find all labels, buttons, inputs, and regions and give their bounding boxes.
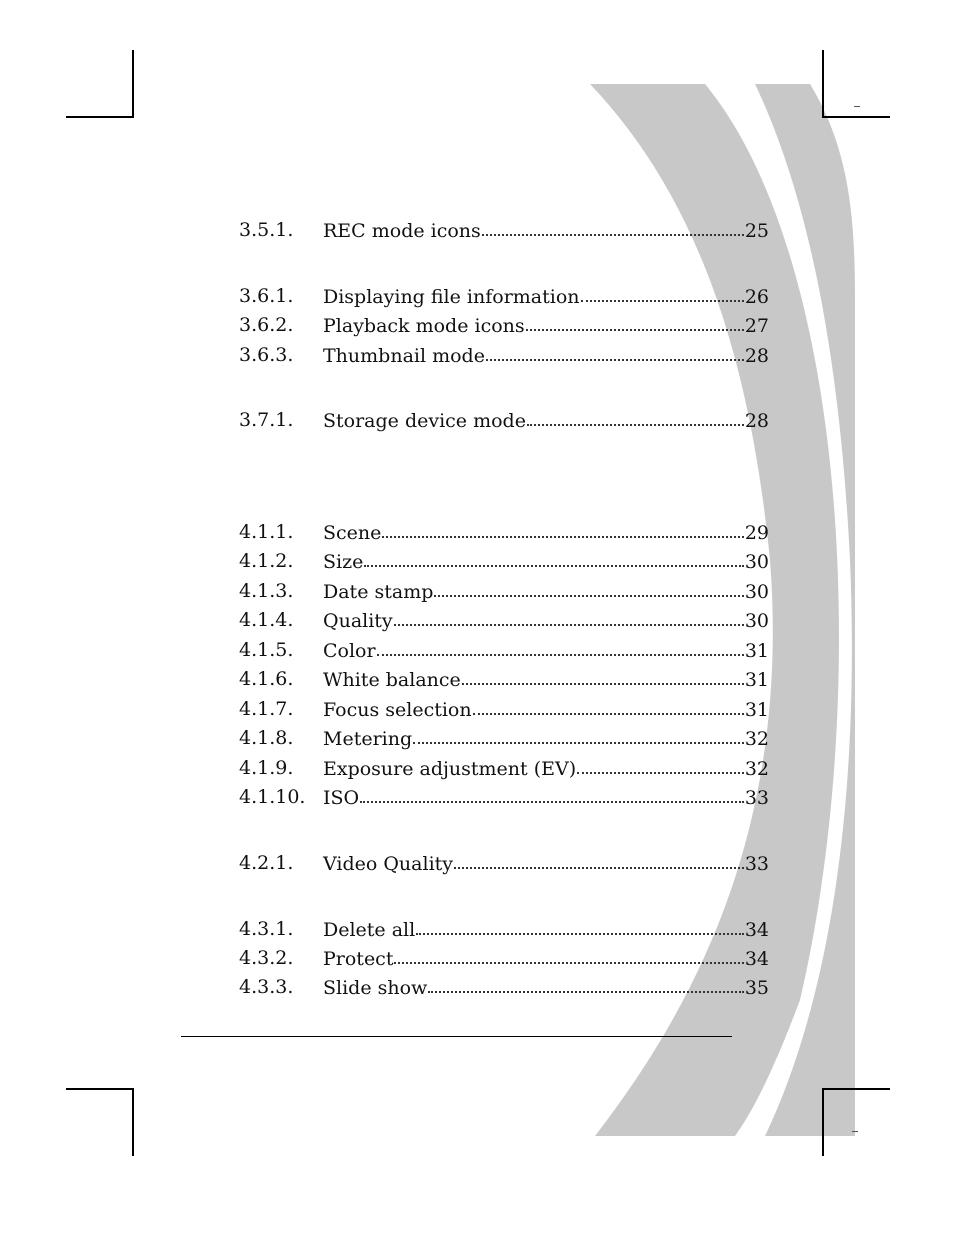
toc-entry-page: 32	[744, 758, 769, 780]
toc-entry	[239, 666, 769, 692]
crop-mark-tl-vertical	[132, 50, 134, 118]
crop-mark-tl-horizontal	[66, 116, 134, 118]
toc-dot-leader	[364, 547, 743, 567]
toc-dot-leader	[394, 606, 744, 626]
toc-dot-leader	[413, 724, 744, 744]
crop-tick-bottom	[852, 1131, 858, 1132]
toc-entry	[239, 784, 769, 810]
toc-entry-number: 3.6.3.	[239, 344, 294, 366]
toc-entry-number: 4.1.6.	[239, 668, 294, 690]
toc-entry-number: 4.1.5.	[239, 639, 294, 661]
toc-entry-number: 4.1.1.	[239, 521, 294, 543]
toc-entry-title: Delete all	[323, 919, 416, 941]
toc-entry	[239, 283, 769, 309]
toc-entry-title: Size	[323, 551, 364, 573]
toc-entry-page: 32	[744, 728, 769, 750]
toc-entry-title: REC mode icons	[323, 220, 481, 242]
crop-mark-tr-vertical	[822, 50, 824, 118]
toc-entry-page: 26	[744, 286, 769, 308]
toc-dot-leader	[486, 341, 744, 361]
toc-entry-page: 28	[744, 345, 769, 367]
toc-entry	[239, 850, 769, 876]
toc-entry-number: 4.1.8.	[239, 727, 294, 749]
toc-dot-leader	[428, 973, 744, 993]
toc-entry-page: 30	[744, 610, 769, 632]
crop-tick-top	[854, 106, 860, 107]
toc-dot-leader	[360, 783, 744, 803]
toc-dot-leader	[577, 754, 744, 774]
toc-entry	[239, 725, 769, 751]
toc-entry-page: 35	[744, 977, 769, 999]
toc-entry-number: 4.1.4.	[239, 609, 294, 631]
toc-dot-leader	[473, 695, 744, 715]
toc-entry-page: 30	[744, 551, 769, 573]
toc-dot-leader	[434, 577, 743, 597]
toc-entry	[239, 342, 769, 368]
toc-entry-title: Metering	[323, 728, 413, 750]
footer-rule	[181, 1036, 732, 1037]
toc-entry	[239, 578, 769, 604]
toc-entry	[239, 637, 769, 663]
toc-entry-number: 4.3.2.	[239, 947, 294, 969]
toc-entry-number: 4.1.2.	[239, 550, 294, 572]
toc-entry-number: 3.6.2.	[239, 314, 294, 336]
toc-entry	[239, 312, 769, 338]
crop-mark-bl-horizontal	[66, 1088, 134, 1090]
toc-dot-leader	[462, 665, 744, 685]
toc-entry-page: 34	[744, 948, 769, 970]
toc-dot-leader	[482, 216, 744, 236]
toc-entry-title: Color	[323, 640, 376, 662]
toc-entry-number: 3.7.1.	[239, 409, 294, 431]
toc-entry-page: 30	[744, 581, 769, 603]
toc-entry	[239, 696, 769, 722]
toc-entry-title: Video Quality	[323, 853, 454, 875]
toc-entry-title: Exposure adjustment (EV)	[323, 758, 577, 780]
toc-entry-title: Thumbnail mode	[323, 345, 485, 367]
toc-dot-leader	[527, 406, 744, 426]
crop-mark-br-horizontal	[822, 1088, 890, 1090]
toc-entry-number: 4.1.7.	[239, 698, 294, 720]
toc-entry-number: 4.3.3.	[239, 976, 294, 998]
toc-entry-title: Date stamp	[323, 581, 434, 603]
toc-entry-page: 29	[744, 522, 769, 544]
toc-entry	[239, 217, 769, 243]
swoosh-mask-right	[855, 84, 954, 1144]
toc-entry-page: 31	[744, 640, 769, 662]
toc-entry-number: 4.1.3.	[239, 580, 294, 602]
toc-entry	[239, 945, 769, 971]
crop-mark-tr-horizontal	[822, 116, 890, 118]
toc-entry-title: Scene	[323, 522, 382, 544]
toc-entry	[239, 974, 769, 1000]
toc-dot-leader	[382, 518, 743, 538]
toc-entry-title: Displaying file information	[323, 286, 580, 308]
crop-mark-br-vertical	[822, 1088, 824, 1156]
toc-entry	[239, 519, 769, 545]
toc-entry-page: 25	[744, 220, 769, 242]
toc-entry-title: Slide show	[323, 977, 428, 999]
toc-dot-leader	[394, 944, 743, 964]
toc-entry-number: 4.1.9.	[239, 757, 294, 779]
toc-entry-page: 34	[744, 919, 769, 941]
toc-entry-title: White balance	[323, 669, 461, 691]
toc-entry-title: ISO	[323, 787, 360, 809]
toc-entry-page: 33	[744, 853, 769, 875]
toc-dot-leader	[526, 311, 744, 331]
toc-entry	[239, 607, 769, 633]
toc-dot-leader	[581, 282, 744, 302]
crop-mark-bl-vertical	[132, 1088, 134, 1156]
toc-entry-page: 33	[744, 787, 769, 809]
toc-entry-title: Quality	[323, 610, 393, 632]
toc-entry-title: Storage device mode	[323, 410, 526, 432]
toc-dot-leader	[416, 915, 744, 935]
toc-entry-page: 31	[744, 669, 769, 691]
toc-entry	[239, 548, 769, 574]
toc-entry-number: 4.3.1.	[239, 918, 294, 940]
toc-entry	[239, 407, 769, 433]
toc-entry-page: 31	[744, 699, 769, 721]
toc-entry-number: 4.2.1.	[239, 852, 294, 874]
toc-entry-page: 27	[744, 315, 769, 337]
toc-entry-page: 28	[744, 410, 769, 432]
toc-dot-leader	[377, 636, 744, 656]
toc-entry-number: 3.6.1.	[239, 285, 294, 307]
toc-entry-number: 4.1.10.	[239, 786, 306, 808]
toc-entry	[239, 916, 769, 942]
toc-entry-number: 3.5.1.	[239, 219, 294, 241]
toc-entry-title: Protect	[323, 948, 394, 970]
toc-dot-leader	[454, 849, 744, 869]
toc-entry-title: Focus selection	[323, 699, 472, 721]
toc-entry	[239, 755, 769, 781]
toc-entry-title: Playback mode icons	[323, 315, 525, 337]
